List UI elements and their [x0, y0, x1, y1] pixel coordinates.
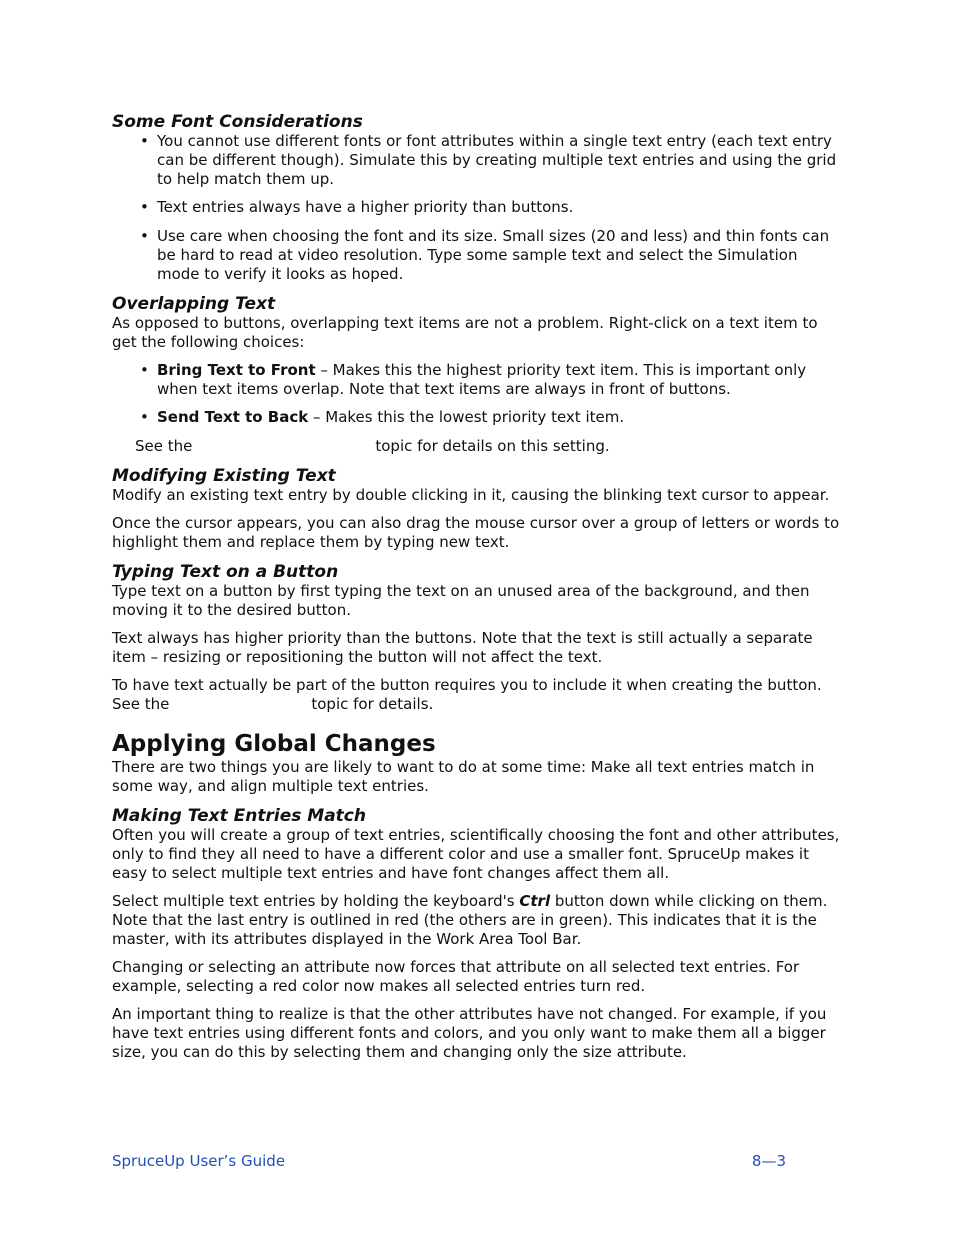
- list-item: • You cannot use different fonts or font attributes within a single text entry (each text entry can be different though). Simulate this by creating multiple text entries and using the grid to help match them up.: [140, 132, 837, 188]
- footer-page-number: 8—3: [751, 1152, 786, 1170]
- heading-making-entries-match: Making Text Entries Match: [112, 806, 366, 826]
- ctrl-key-label: Ctrl: [519, 892, 551, 910]
- paragraph: An important thing to realize is that the other attributes have not changed. For example, if you have text entries using different fonts and colors, and you only want to make them all a bigger size, you can do this by selecting them and changing only the size attribute.: [112, 1005, 827, 1061]
- heading-overlapping-text: Overlapping Text: [112, 294, 276, 314]
- footer-guide-title: SpruceUp User’s Guide: [112, 1152, 286, 1170]
- bullet-icon: •: [140, 132, 149, 150]
- heading-modifying-text: Modifying Existing Text: [112, 466, 336, 486]
- document-page: [112, 112, 844, 1062]
- paragraph: There are two things you are likely to want to do at some time: Make all text entries match in some way, and align multiple text entries.: [112, 758, 815, 795]
- page-footer: [112, 1152, 786, 1170]
- paragraph: To have text actually be part of the button requires you to include it when creating the button. See the topic for details.: [112, 676, 822, 713]
- bullet-icon: •: [140, 227, 149, 245]
- paragraph: Select multiple text entries by holding the keyboard's Ctrl button down while clicking on them. Note that the last entry is outlined in red (the others are in green). This indicates that it is the master, with its attributes displayed in the Work Area Tool Bar.: [112, 892, 828, 948]
- list-item: • Bring Text to Front – Makes this the highest priority text item. This is important only when text items overlap. Note that text items are always in front of buttons.: [140, 361, 807, 398]
- paragraph: Modify an existing text entry by double clicking in it, causing the blinking text cursor to appear.: [112, 486, 830, 504]
- overlapping-list: [112, 361, 844, 427]
- bullet-icon: •: [140, 408, 149, 426]
- bullet-icon: •: [140, 198, 149, 216]
- see-also-line: See the topic for details on this setting.: [135, 437, 610, 455]
- bullet-icon: •: [140, 361, 149, 379]
- overlapping-intro: As opposed to buttons, overlapping text items are not a problem. Right-click on a text item to get the following choices:: [112, 314, 818, 351]
- paragraph: Type text on a button by first typing the text on an unused area of the background, and then moving it to the desired button.: [112, 582, 810, 619]
- list-item: • Send Text to Back – Makes this the lowest priority text item.: [140, 408, 625, 426]
- heading-applying-global-changes: Applying Global Changes: [112, 731, 436, 757]
- heading-typing-on-button: Typing Text on a Button: [112, 562, 339, 582]
- paragraph: Changing or selecting an attribute now forces that attribute on all selected text entries. For example, selecting a red color now makes all selected entries turn red.: [112, 958, 800, 995]
- paragraph: Once the cursor appears, you can also drag the mouse cursor over a group of letters or words to highlight them and replace them by typing new text.: [112, 514, 840, 551]
- list-item: • Use care when choosing the font and its size. Small sizes (20 and less) and thin fonts can be hard to read at video resolution. Type some sample text and select the Simulation mode to verify it looks as hoped.: [140, 227, 830, 283]
- font-considerations-list: [112, 132, 844, 284]
- heading-font-considerations: Some Font Considerations: [112, 112, 363, 132]
- paragraph: Often you will create a group of text entries, scientifically choosing the font and other attributes, only to find they all need to have a different color and use a smaller font. SpruceUp makes it easy to select multiple text entries and have font changes affect them all.: [112, 826, 840, 882]
- list-item: • Text entries always have a higher priority than buttons.: [140, 198, 574, 216]
- paragraph: Text always has higher priority than the buttons. Note that the text is still actually a separate item – resizing or repositioning the button will not affect the text.: [112, 629, 813, 666]
